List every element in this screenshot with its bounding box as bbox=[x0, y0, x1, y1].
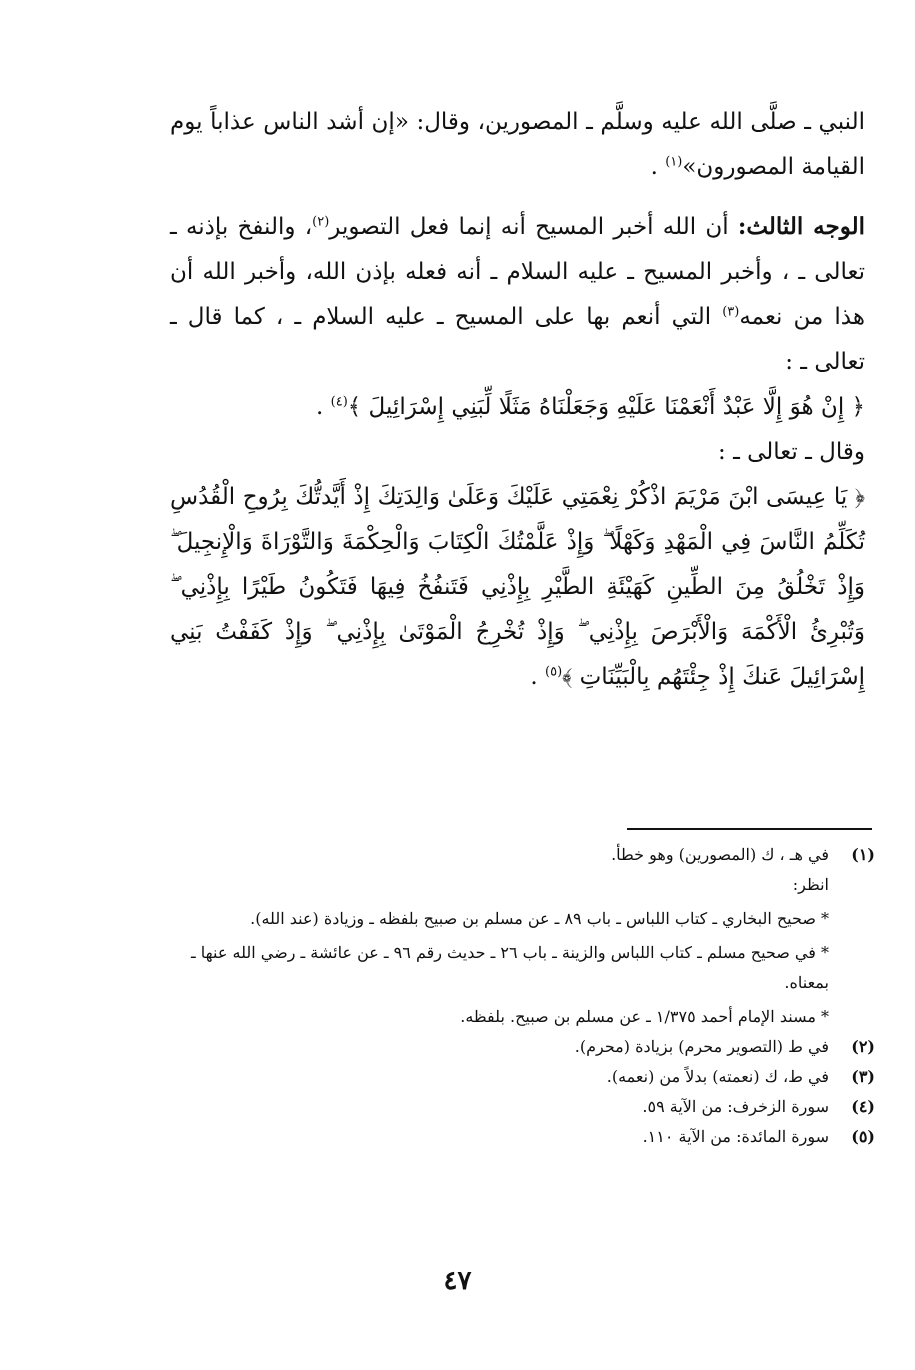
footnote-1-number: (١) bbox=[851, 845, 875, 864]
footnote-2 bbox=[170, 1032, 875, 1062]
footnote-1-item-3: * مسند الإمام أحمد ١/٣٧٥ ـ عن مسلم بن صبيح. بلفظه. bbox=[460, 1007, 829, 1026]
footnote-4 bbox=[170, 1092, 875, 1122]
footnote-1-item-2: * في صحيح مسلم ـ كتاب اللباس والزينة ـ باب ٢٦ ـ حديث رقم ٩٦ ـ عن عائشة ـ رضي الله عنها ـ بمعناه. bbox=[191, 943, 829, 992]
footnote-4-number: (٤) bbox=[851, 1097, 875, 1116]
quran-verse-2 bbox=[170, 475, 865, 700]
main-text bbox=[170, 100, 865, 700]
paragraph-1-end: . bbox=[650, 154, 658, 180]
footnote-1 bbox=[170, 840, 875, 1032]
footnote-5-text: سورة المائدة: من الآية ١١٠. bbox=[642, 1127, 829, 1146]
paragraph-2-label: الوجه الثالث: bbox=[737, 213, 866, 240]
footnote-2-number: (٢) bbox=[851, 1037, 875, 1056]
quran-verse-2-text: ﴿ يَا عِيسَى ابْنَ مَرْيَمَ اذْكُرْ نِعْمَتِي عَلَيْكَ وَعَلَىٰ وَالِدَتِكَ إِذْ أَيَّدتُّكَ بِرُوحِ الْقُدُسِ تُكَلِّمُ النَّاسَ فِي الْمَهْدِ وَكَهْلًا ۖ وَإِذْ عَلَّمْتُكَ الْكِتَابَ وَالْحِكْمَةَ وَالتَّوْرَاةَ وَالْإِنجِيلَ ۖ وَإِذْ تَخْلُقُ مِنَ الطِّينِ كَهَيْئَةِ الطَّيْرِ بِإِذْنِي فَتَنفُخُ فِيهَا فَتَكُونُ طَيْرًا بِإِذْنِي ۖ وَتُبْرِئُ الْأَكْمَهَ وَالْأَبْرَصَ بِإِذْنِي ۖ وَإِذْ تُخْرِجُ الْمَوْتَىٰ بِإِذْنِي ۖ وَإِذْ كَفَفْتُ بَنِي إِسْرَائِيلَ عَنكَ إِذْ جِئْتَهُم بِالْبَيِّنَاتِ ﴾ bbox=[170, 484, 865, 690]
footnote-3-text: في ط، ك (نعمته) بدلاً من (نعمه). bbox=[606, 1067, 829, 1086]
paragraph-1 bbox=[170, 100, 865, 190]
footnote-3-number: (٣) bbox=[851, 1067, 875, 1086]
footnote-ref-5[interactable]: (٥) bbox=[545, 664, 563, 680]
footnote-3 bbox=[170, 1062, 875, 1092]
footnote-1-body bbox=[170, 840, 829, 1032]
quran-verse-1-text: ﴿ إِنْ هُوَ إِلَّا عَبْدٌ أَنْعَمْنَا عَلَيْهِ وَجَعَلْنَاهُ مَثَلًا لِّبَنِي إِسْرَائِيلَ ﴾ bbox=[347, 394, 865, 420]
footnote-4-text: سورة الزخرف: من الآية ٥٩. bbox=[642, 1097, 829, 1116]
paragraph-1-text: النبي ـ صلَّى الله عليه وسلَّم ـ المصورين، وقال: «إن أشد الناس عذاباً يوم القيامة المصورون» bbox=[170, 109, 865, 180]
paragraph-2-text-c: التي أنعم بها على المسيح ـ عليه السلام ـ ، كما قال ـ تعالى ـ : bbox=[170, 304, 865, 375]
paragraph-2-text-b: ، والنفخ بإذنه ـ تعالى ـ ، وأخبر المسيح ـ عليه السلام ـ أنه فعله بإذن الله، وأخبر الله أن هذا من نعمه bbox=[170, 214, 866, 330]
footnote-ref-3[interactable]: (٣) bbox=[722, 304, 740, 320]
footnote-ref-1[interactable]: (١) bbox=[665, 154, 683, 170]
paragraph-3: وقال ـ تعالى ـ : bbox=[718, 439, 865, 465]
footnote-ref-2[interactable]: (٢) bbox=[312, 214, 330, 230]
page-number: ٤٧ bbox=[443, 1266, 472, 1296]
quran-verse-1 bbox=[170, 385, 865, 430]
quran-verse-1-end: . bbox=[316, 394, 324, 420]
footnote-1-line-2: انظر: bbox=[792, 875, 829, 894]
quran-verse-2-end: . bbox=[530, 664, 538, 690]
footnote-1-item-1: * صحيح البخاري ـ كتاب اللباس ـ باب ٨٩ ـ عن مسلم بن صبيح بلفظه ـ وزيادة (عند الله). bbox=[250, 909, 829, 928]
footnotes bbox=[170, 840, 875, 1152]
footnote-ref-4[interactable]: (٤) bbox=[330, 394, 348, 410]
footnote-separator bbox=[627, 828, 872, 830]
footnote-2-text: في ط (التصوير محرم) بزيادة (محرم). bbox=[574, 1037, 829, 1056]
paragraph-2-text-a: أن الله أخبر المسيح أنه إنما فعل التصوير bbox=[329, 214, 729, 240]
footnote-1-line-1: في هـ ، ك (المصورين) وهو خطأ. bbox=[611, 845, 829, 864]
paragraph-2 bbox=[170, 204, 865, 385]
footnote-5 bbox=[170, 1122, 875, 1152]
footnote-5-number: (٥) bbox=[851, 1127, 875, 1146]
